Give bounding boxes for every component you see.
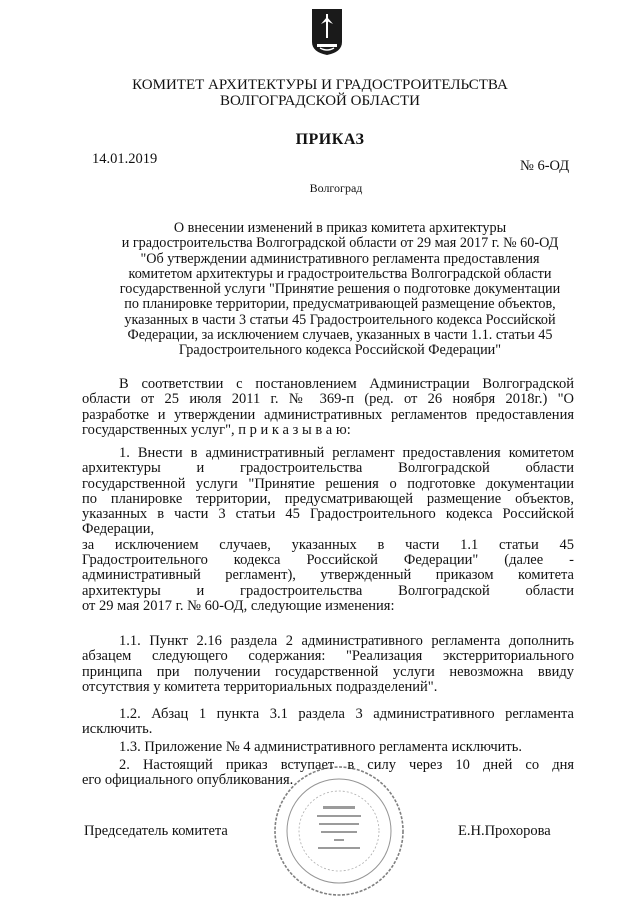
text-line: указанных в части 3 статьи 45 Градостроительного кодекса Российской [82, 506, 574, 523]
text-line: 2. Настоящий приказ вступает в силу через 10 дней со дня [119, 757, 574, 773]
text-line: государственных услуг", п р и к а з ы в а ю: [82, 421, 351, 438]
text-line: Градостроительного кодекса Российской Федерации" (далее - [82, 552, 574, 569]
signatory-position: Председатель комитета [84, 823, 228, 839]
text-line: государственной услуги "Принятие решения о подготовке документации [82, 475, 574, 492]
subject-line: Федерации, за исключением случаев, указанных в части 1.1. статьи 45 [127, 327, 553, 344]
subject-line: по планировке территории, предусматривающей размещение объектов, [124, 296, 556, 313]
subject-line: комитетом архитектуры и градостроительства Волгоградской области [128, 265, 552, 282]
text-line: от 29 мая 2017 г. № 60-ОД, следующие изменения: [82, 597, 395, 614]
text-line: 1. Внести в административный регламент предоставления комитетом [119, 445, 574, 461]
subject-line: О внесении изменений в приказ комитета архитектуры [173, 220, 507, 236]
text-line: административный регламент), утвержденный приказом комитета [82, 567, 574, 584]
document-date: 14.01.2019 [92, 151, 158, 167]
text-line: принципа при получении государственной услуги невозможна ввиду [82, 663, 574, 680]
text-line: области от 25 июля 2011 г. № 369-п (ред. от 26 ноября 2018г.) "О [82, 391, 574, 408]
text-line: по планировке территории, предусматривающей размещение объектов, [82, 490, 574, 507]
item-1-1-paragraph [82, 634, 574, 695]
text-line: абзацем следующего содержания: "Реализация экстерриториального [82, 648, 574, 665]
subject-heading [70, 221, 610, 359]
text-line: исключить. [82, 721, 153, 738]
subject-line: государственной услуги "Принятие решения о подготовке документации [119, 281, 561, 298]
subject-line: "Об утверждении административного регламента предоставления [140, 250, 540, 267]
text-line: 1.2. Абзац 1 пункта 3.1 раздела 3 административного регламента [119, 706, 574, 722]
subject-line: указанных в части 3 статьи 45 Градостроительного кодекса Российской [124, 311, 556, 328]
text-line: 1.3. Приложение № 4 административного регламента исключить. [119, 739, 522, 755]
document-title: ПРИКАЗ [295, 131, 365, 148]
text-line: 1.1. Пункт 2.16 раздела 2 административного регламента дополнить [119, 633, 574, 649]
official-stamp [270, 762, 408, 900]
signatory-name: Е.Н.Прохорова [458, 823, 551, 839]
text-line: отсутствия у комитета территориальных подразделений". [82, 678, 438, 695]
item-1-paragraph [82, 446, 574, 614]
text-line: за исключением случаев, указанных в части 1.1 статьи 45 [82, 536, 574, 553]
text-line: архитектуры и градостроительства Волгоградской области [82, 582, 574, 599]
preamble-paragraph [82, 377, 574, 438]
text-line: разработке и утверждении административных регламентов предоставления [82, 406, 574, 423]
document-city: Волгоград [309, 181, 363, 195]
organization-name-line-2: ВОЛГОГРАДСКОЙ ОБЛАСТИ [220, 93, 420, 109]
text-line: его официального опубликования. [82, 772, 294, 789]
item-1-3-paragraph [82, 740, 574, 755]
text-line: архитектуры и градостроительства Волгоградской области [82, 460, 574, 477]
document-number: № 6-ОД [520, 158, 570, 174]
organization-name-line-1: КОМИТЕТ АРХИТЕКТУРЫ И ГРАДОСТРОИТЕЛЬСТВА [132, 77, 508, 93]
subject-line: Градостроительного кодекса Российской Федерации" [178, 342, 502, 359]
item-1-2-paragraph [82, 707, 574, 738]
text-line: Федерации, [82, 521, 155, 538]
subject-line: и градостроительства Волгоградской области от 29 мая 2017 г. № 60-ОД [121, 235, 559, 252]
coat-of-arms-icon [311, 8, 343, 56]
text-line: В соответствии с постановлением Администрации Волгоградской [119, 376, 574, 392]
